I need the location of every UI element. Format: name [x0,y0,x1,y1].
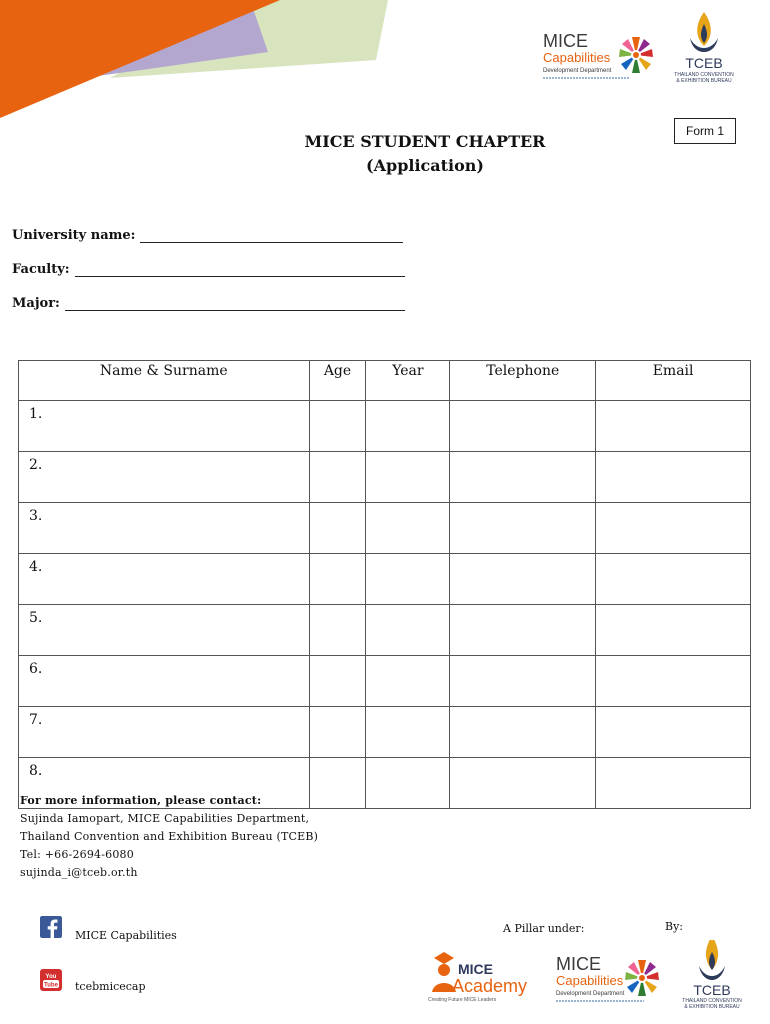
major-field [12,296,405,311]
page-title: MICE STUDENT CHAPTER [304,132,546,151]
row-number[interactable]: 7. [19,707,310,758]
mice-capabilities-logo [543,31,653,78]
svg-text:& EXHIBITION BUREAU: & EXHIBITION BUREAU [684,1004,740,1010]
tceb-logo [674,12,734,84]
faculty-label: Faculty: [12,262,70,277]
pillar-label: A Pillar under: [503,922,585,935]
telephone-cell[interactable] [450,452,596,503]
contact-heading: For more information, please contact: [20,794,262,807]
email-cell[interactable] [596,452,751,503]
year-cell[interactable] [366,656,450,707]
year-cell[interactable] [366,605,450,656]
facebook-icon[interactable] [40,916,62,938]
svg-text:Capabilities: Capabilities [556,973,624,988]
svg-text:Capabilities: Capabilities [543,50,611,65]
contact-info [20,792,318,882]
contact-line: Sujinda Iamopart, MICE Capabilities Department, [20,812,310,825]
svg-text:Development Department: Development Department [543,68,612,74]
mice-academy-logo [428,952,527,1003]
age-cell[interactable] [309,605,366,656]
email-cell[interactable] [596,605,751,656]
header-logos [540,10,750,90]
svg-text:Academy: Academy [452,976,528,996]
form-number-badge: Form 1 [674,118,736,144]
faculty-input-line[interactable] [75,264,405,277]
year-cell[interactable] [366,554,450,605]
row-number[interactable]: 1. [19,401,310,452]
year-cell[interactable] [366,452,450,503]
corner-decoration [0,0,400,120]
svg-text:Creating Future MICE Leaders: Creating Future MICE Leaders [428,997,497,1003]
facebook-label[interactable]: MICE Capabilities [75,929,177,942]
contact-email[interactable]: sujinda_i@tceb.or.th [20,866,138,879]
svg-text:TCEB: TCEB [693,982,731,998]
youtube-icon[interactable] [40,969,62,991]
header-email: Email [596,361,751,401]
age-cell[interactable] [309,656,366,707]
mice-capabilities-footer-logo [556,954,659,1001]
age-cell[interactable] [309,401,366,452]
table-row [19,452,751,503]
faculty-field [12,262,405,277]
table-row [19,401,751,452]
email-cell[interactable] [596,503,751,554]
age-cell[interactable] [309,503,366,554]
table-row [19,554,751,605]
table-row [19,656,751,707]
svg-text:MICE: MICE [458,961,493,977]
svg-text:MICE: MICE [543,31,588,51]
row-number[interactable]: 8. [19,758,310,809]
contact-line: Thailand Convention and Exhibition Bureau (TCEB) [20,830,319,843]
telephone-cell[interactable] [450,605,596,656]
svg-text:THAILAND CONVENTION: THAILAND CONVENTION [682,998,742,1004]
university-input-line[interactable] [140,230,403,243]
by-label: By: [665,920,684,933]
youtube-label[interactable]: tcebmicecap [75,980,146,993]
table-row [19,707,751,758]
table-header-row [19,361,751,401]
email-cell[interactable] [596,401,751,452]
email-cell[interactable] [596,656,751,707]
telephone-cell[interactable] [450,758,596,809]
svg-text:Development Department: Development Department [556,991,625,997]
age-cell[interactable] [309,707,366,758]
table-row [19,503,751,554]
header-age: Age [309,361,366,401]
email-cell[interactable] [596,554,751,605]
row-number[interactable]: 4. [19,554,310,605]
table-row [19,605,751,656]
email-cell[interactable] [596,758,751,809]
applicant-table [18,360,751,809]
major-input-line[interactable] [65,298,405,311]
svg-text:& EXHIBITION BUREAU: & EXHIBITION BUREAU [676,78,732,84]
row-number[interactable]: 6. [19,656,310,707]
age-cell[interactable] [309,452,366,503]
year-cell[interactable] [366,503,450,554]
header-name: Name & Surname [19,361,310,401]
row-number[interactable]: 3. [19,503,310,554]
telephone-cell[interactable] [450,401,596,452]
telephone-cell[interactable] [450,707,596,758]
email-cell[interactable] [596,707,751,758]
telephone-cell[interactable] [450,554,596,605]
svg-text:You: You [45,974,57,980]
svg-text:MICE: MICE [556,954,601,974]
telephone-cell[interactable] [450,503,596,554]
university-field [12,228,403,243]
header-telephone: Telephone [450,361,596,401]
row-number[interactable]: 5. [19,605,310,656]
university-label: University name: [12,228,136,243]
major-label: Major: [12,296,60,311]
year-cell[interactable] [366,758,450,809]
footer-logos [424,940,754,1010]
telephone-cell[interactable] [450,656,596,707]
row-number[interactable]: 2. [19,452,310,503]
svg-text:Tube: Tube [44,982,58,989]
contact-phone: Tel: +66-2694-6080 [20,848,134,861]
year-cell[interactable] [366,401,450,452]
svg-text:THAILAND CONVENTION: THAILAND CONVENTION [674,72,734,78]
age-cell[interactable] [309,554,366,605]
page-subtitle: (Application) [366,156,484,175]
year-cell[interactable] [366,707,450,758]
svg-text:TCEB: TCEB [685,55,723,71]
header-year: Year [366,361,450,401]
tceb-footer-logo [682,940,742,1010]
